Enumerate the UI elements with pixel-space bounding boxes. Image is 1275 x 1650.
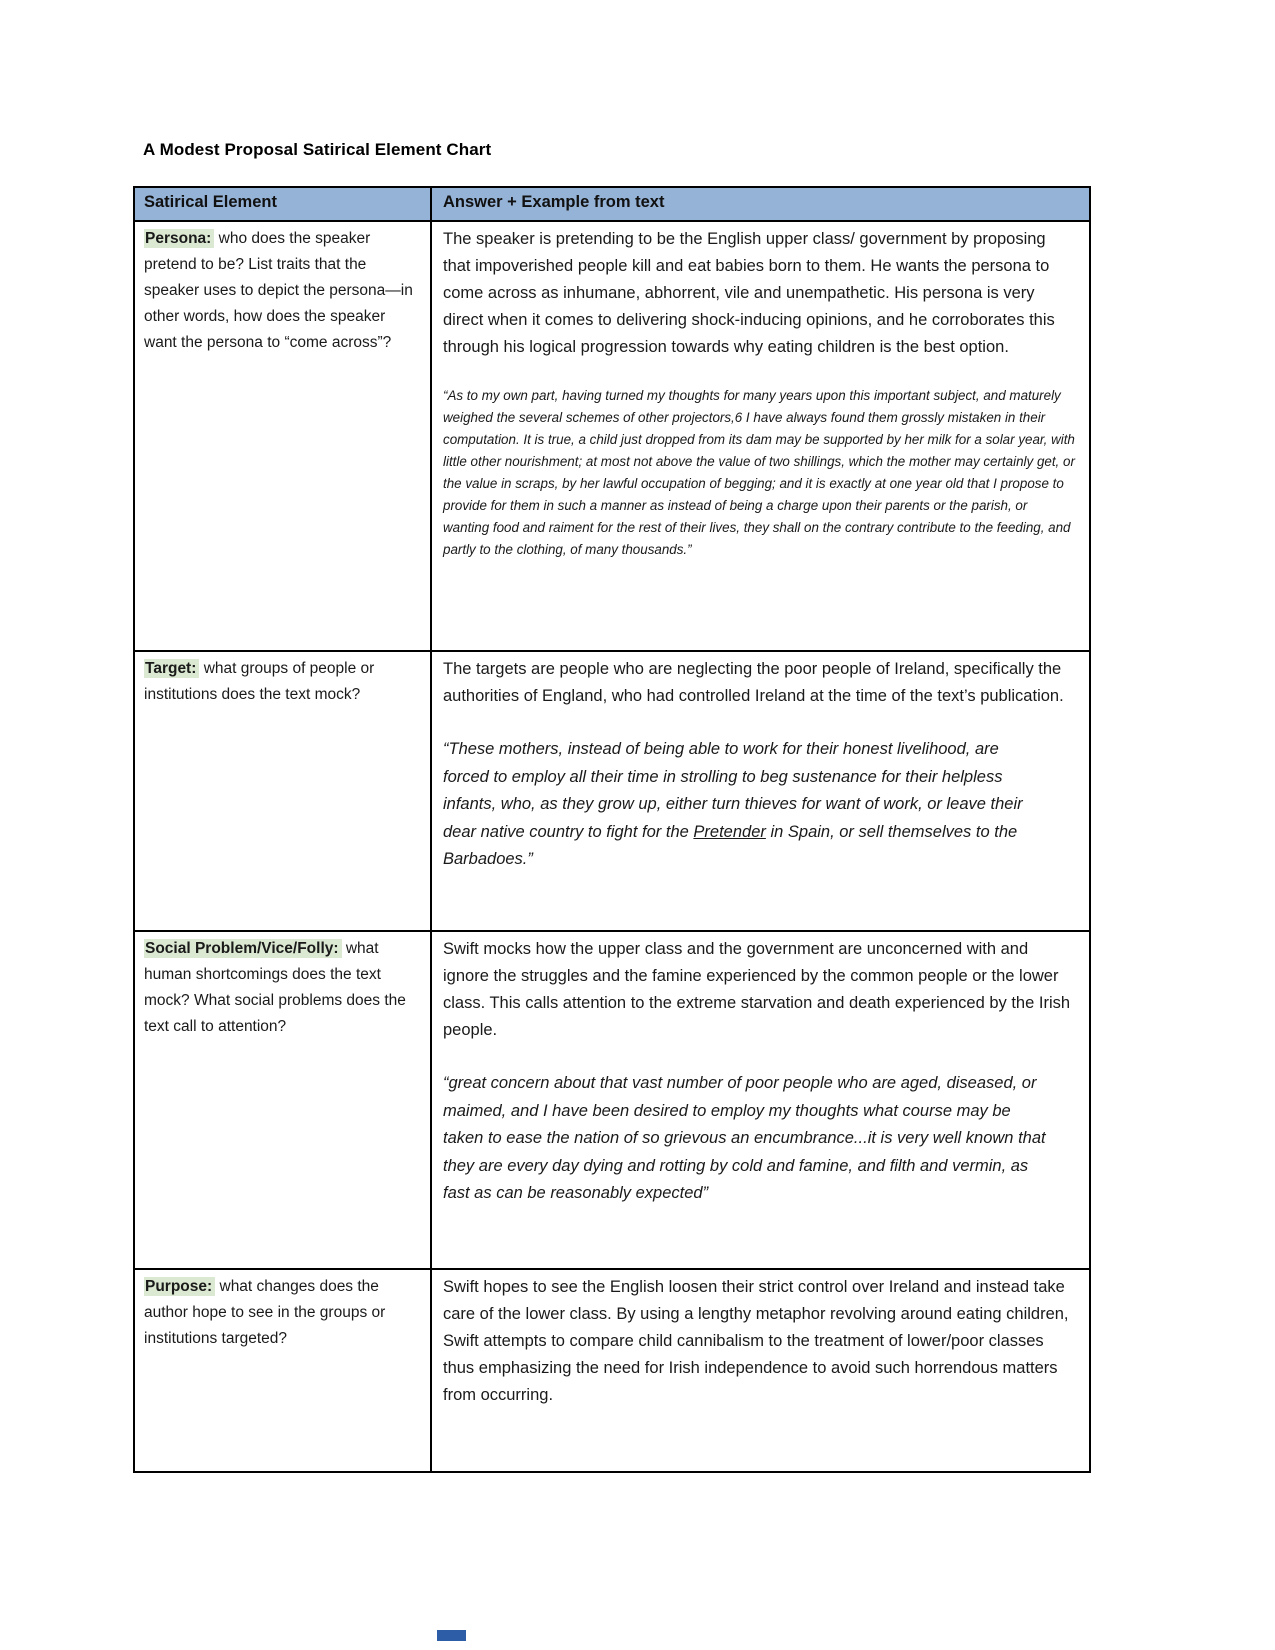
satirical-element-table xyxy=(133,186,1091,1473)
table-row-target xyxy=(135,650,1089,930)
target-quote-post: in Spain, or sell themselves to the Barbadoes.” xyxy=(443,822,1018,868)
persona-prompt-cell xyxy=(135,222,432,650)
target-quote-underlined: Pretender xyxy=(693,822,766,841)
purpose-label: Purpose: xyxy=(144,1277,215,1296)
social-problem-label: Social Problem/Vice/Folly: xyxy=(144,939,342,958)
purpose-answer: Swift hopes to see the English loosen their strict control over Ireland and instead take care of the lower class. By using a lengthy metaphor revolving around eating children, Swift attempts to compare child cannibalism to the treatment of lower/poor classes thus emphasizing the need for Irish independence to avoid such horrendous matters from occurring. xyxy=(443,1278,1069,1404)
target-label: Target: xyxy=(144,659,199,678)
social-problem-prompt-cell xyxy=(135,932,432,1268)
target-answer-cell xyxy=(432,652,1089,930)
target-quote xyxy=(443,736,1049,874)
persona-prompt-text: who does the speaker pretend to be? List traits that the speaker uses to depict the persona—in other words, how does the speaker want the persona to “come across”? xyxy=(144,230,413,351)
purpose-answer-cell xyxy=(432,1270,1089,1471)
table-row-purpose xyxy=(135,1268,1089,1471)
target-prompt xyxy=(144,656,421,708)
document-page xyxy=(133,140,1091,1473)
table-row-persona xyxy=(135,220,1089,650)
header-answer-example: Answer + Example from text xyxy=(432,188,1089,220)
persona-prompt xyxy=(144,226,421,356)
social-problem-prompt xyxy=(144,936,421,1040)
purpose-prompt xyxy=(144,1274,421,1352)
table-row-social-problem xyxy=(135,930,1089,1268)
target-answer: The targets are people who are neglecting the poor people of Ireland, specifically the authorities of England, who had controlled Ireland at the time of the text’s publication. xyxy=(443,660,1064,705)
persona-quote: “As to my own part, having turned my thoughts for many years upon this important subject, and maturely weighed the several schemes of other projectors,6 I have always found them grossly mistaken in their computation. It is true, a child just dropped from its dam may be supported by her milk for a solar year, with little other nourishment; at most not above the value of two shillings, which the mother may certainly get, or the value in scraps, by her lawful occupation of begging; and it is exactly at one year old that I propose to provide for them in such a manner as instead of being a charge upon their parents or the parish, or wanting food and raiment for the rest of their lives, they shall on the contrary contribute to the feeding, and partly to the clothing, of many thousands.” xyxy=(443,388,1075,557)
purpose-prompt-cell xyxy=(135,1270,432,1471)
social-problem-answer-cell xyxy=(432,932,1089,1268)
target-prompt-text: what groups of people or institutions does the text mock? xyxy=(144,660,375,703)
header-satirical-element: Satirical Element xyxy=(135,188,432,220)
persona-answer-cell xyxy=(432,222,1089,650)
social-problem-prompt-text: what human shortcomings does the text mock? What social problems does the text call to attention? xyxy=(144,940,406,1035)
page-title: A Modest Proposal Satirical Element Chart xyxy=(143,140,492,159)
target-quote-pre: “These mothers, instead of being able to work for their honest livelihood, are forced to employ all their time in strolling to beg sustenance for their helpless infants, who, as they grow up, either turn thieves for want of work, or leave their dear native country to fight for the xyxy=(443,740,1023,841)
target-prompt-cell xyxy=(135,652,432,930)
persona-answer: The speaker is pretending to be the English upper class/ government by proposing that impoverished people kill and eat babies born to them. He wants the persona to come across as inhumane, abhorrent, vile and unempathetic. His persona is very direct when it comes to delivering shock-inducing opinions, and he corroborates this through his logical progression towards why eating children is the best option. xyxy=(443,230,1055,356)
social-problem-answer: Swift mocks how the upper class and the government are unconcerned with and ignore the struggles and the famine experienced by the common people or the lower class. This calls attention to the extreme starvation and death experienced by the Irish people. xyxy=(443,940,1071,1039)
purpose-prompt-text: what changes does the author hope to see in the groups or institutions targeted? xyxy=(144,1278,386,1347)
social-problem-quote: “great concern about that vast number of poor people who are aged, diseased, or maimed, and I have been desired to employ my thoughts what course may be taken to ease the nation of so grievous an encumbrance...it is very well known that they are every day dying and rotting by cold and famine, and filth and vermin, as fast as can be reasonably expected” xyxy=(443,1074,1046,1202)
footer-blue-mark xyxy=(437,1630,466,1641)
persona-label: Persona: xyxy=(144,229,214,248)
table-header-row xyxy=(135,188,1089,220)
